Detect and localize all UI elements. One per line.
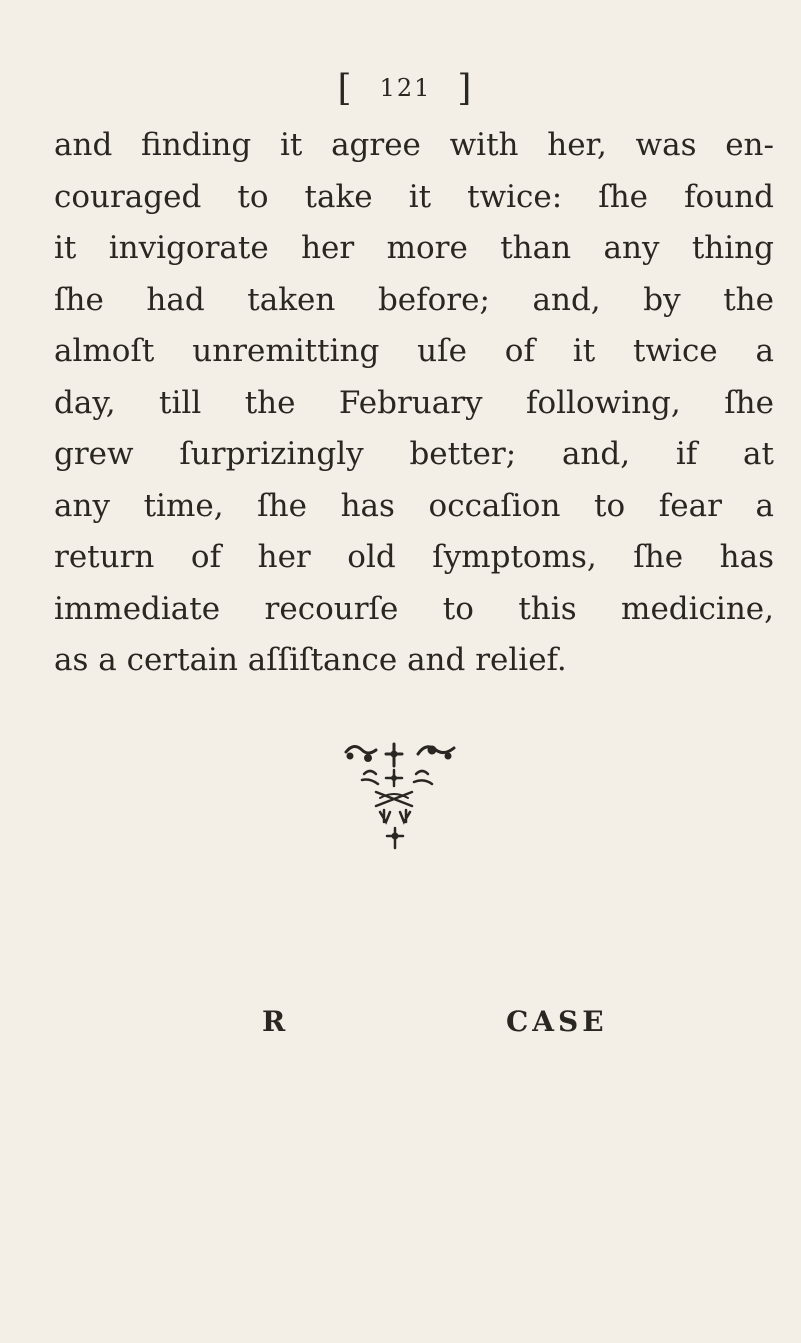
printers-ornament-icon <box>340 740 464 850</box>
text-line: couraged to take it twice: ſhe found <box>54 178 774 215</box>
bracket-open: [ <box>337 68 354 109</box>
text-line: any time, ſhe has occaſion to fear a <box>54 487 774 524</box>
catchword: CASE <box>506 1005 608 1038</box>
text-line: it invigorate her more than any thing <box>54 230 774 266</box>
text-line: ſhe had taken before; and, by the <box>54 281 774 318</box>
text-line: return of her old ſymptoms, ſhe has <box>54 539 774 575</box>
page-footer <box>0 1005 801 1055</box>
text-line: and finding it agree with her, was en- <box>54 127 774 163</box>
bracket-close: ] <box>457 68 474 109</box>
body-paragraph <box>54 120 774 687</box>
page-number: 121 <box>379 74 432 102</box>
text-line: almoſt unremitting uſe of it twice a <box>54 333 774 369</box>
text-line: grew ſurprizingly better; and, if at <box>54 436 774 472</box>
page-header <box>0 68 801 109</box>
signature-mark: R <box>262 1005 286 1038</box>
text-line: immediate recourſe to this medicine, <box>54 590 774 627</box>
text-line: as a certain aſſiſtance and relief. <box>54 642 567 678</box>
text-line: day, till the February following, ſhe <box>54 384 774 421</box>
